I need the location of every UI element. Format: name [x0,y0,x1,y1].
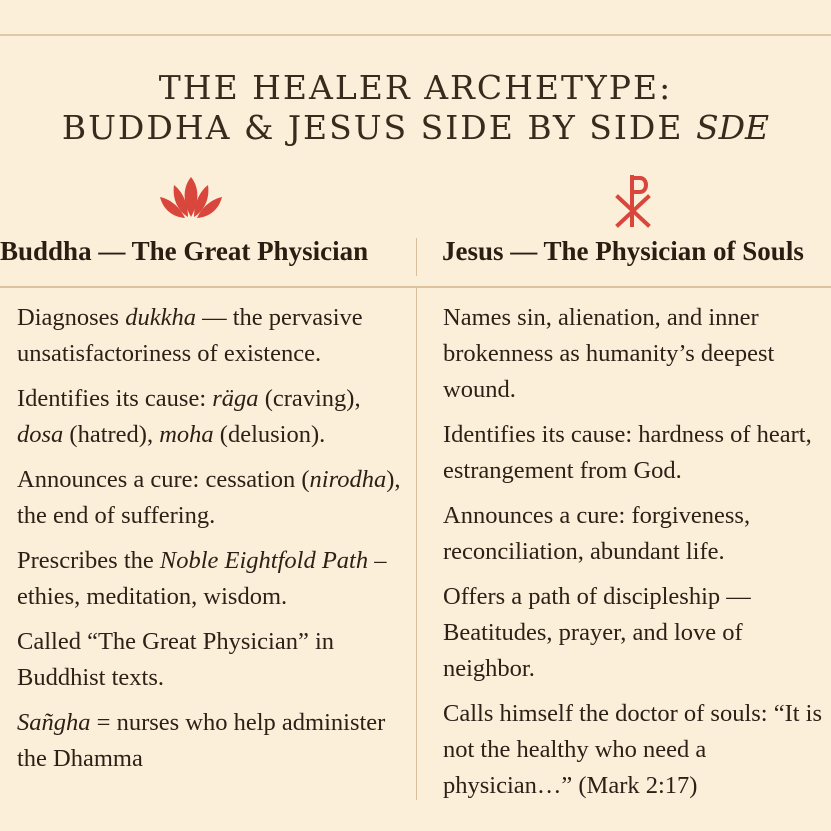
jesus-heading: Jesus — The Physician of Souls [442,236,804,266]
point-text: Noble Eightfold Path [159,547,369,574]
point-text: Called “The Great Physician” in Buddhist texts. [17,628,335,691]
point-text: Offers a path of discipleship — Beatitudes, prayer, and love of neighbor. [443,583,751,682]
jesus-point [443,417,827,489]
point-text: Announces a cure: forgiveness, reconciliation, abundant life. [443,502,751,565]
point-text: – ethies, meditation, wisdom. [17,547,387,610]
point-text: nirodha [309,466,387,493]
point-text: (hatred), [63,421,160,448]
jesus-point [443,696,827,804]
point-text: räga [212,385,259,412]
point-text: dosa [17,421,64,448]
lotus-icon [158,173,224,225]
buddha-point [17,381,407,453]
buddha-point [17,300,407,372]
point-text: moha [159,421,214,448]
title-line-2 [0,108,831,148]
jesus-point [443,498,827,570]
buddha-point [17,705,407,777]
buddha-point [17,624,407,696]
point-text: Calls himself the doctor of souls: “It is not the healthy who need a physician…” (Mark 2:17) [443,700,823,799]
column-divider [416,288,417,800]
point-text: ), the end of suffering. [17,466,401,529]
point-text: (delusion). [213,421,326,448]
title-line-1: THE HEALER ARCHETYPE: [158,68,673,107]
buddha-point [17,462,407,534]
title-suffix: SDE [695,108,770,147]
page-title [0,68,831,148]
chi-rho-icon [612,173,656,233]
point-text: — the pervasive unsatisfactoriness of existence. [17,304,363,367]
buddha-column [17,300,407,786]
point-text: Prescribes the [17,547,160,574]
point-text: dukkha [125,304,196,331]
point-text: Diagnoses [17,304,126,331]
top-rule [0,34,831,36]
point-text: Sañgha [17,709,91,736]
buddha-heading: Buddha — The Great Physician [0,236,369,266]
heading-divider [416,238,417,276]
point-text: Names sin, alienation, and inner brokenness as humanity’s deepest wound. [443,304,775,403]
point-text: Identifies its cause: hardness of heart, estrangement from God. [443,421,812,484]
point-text: = nurses who help administer the Dhamma [17,709,386,772]
jesus-point [443,579,827,687]
jesus-point [443,300,827,408]
buddha-point [17,543,407,615]
jesus-column [443,300,827,813]
point-text: Announces a cure: cessation ( [17,466,310,493]
title-line-2-text: BUDDHA & JESUS SIDE BY SIDE [61,108,684,147]
point-text: Identifies its cause: [17,385,213,412]
point-text: (craving), [258,385,361,412]
